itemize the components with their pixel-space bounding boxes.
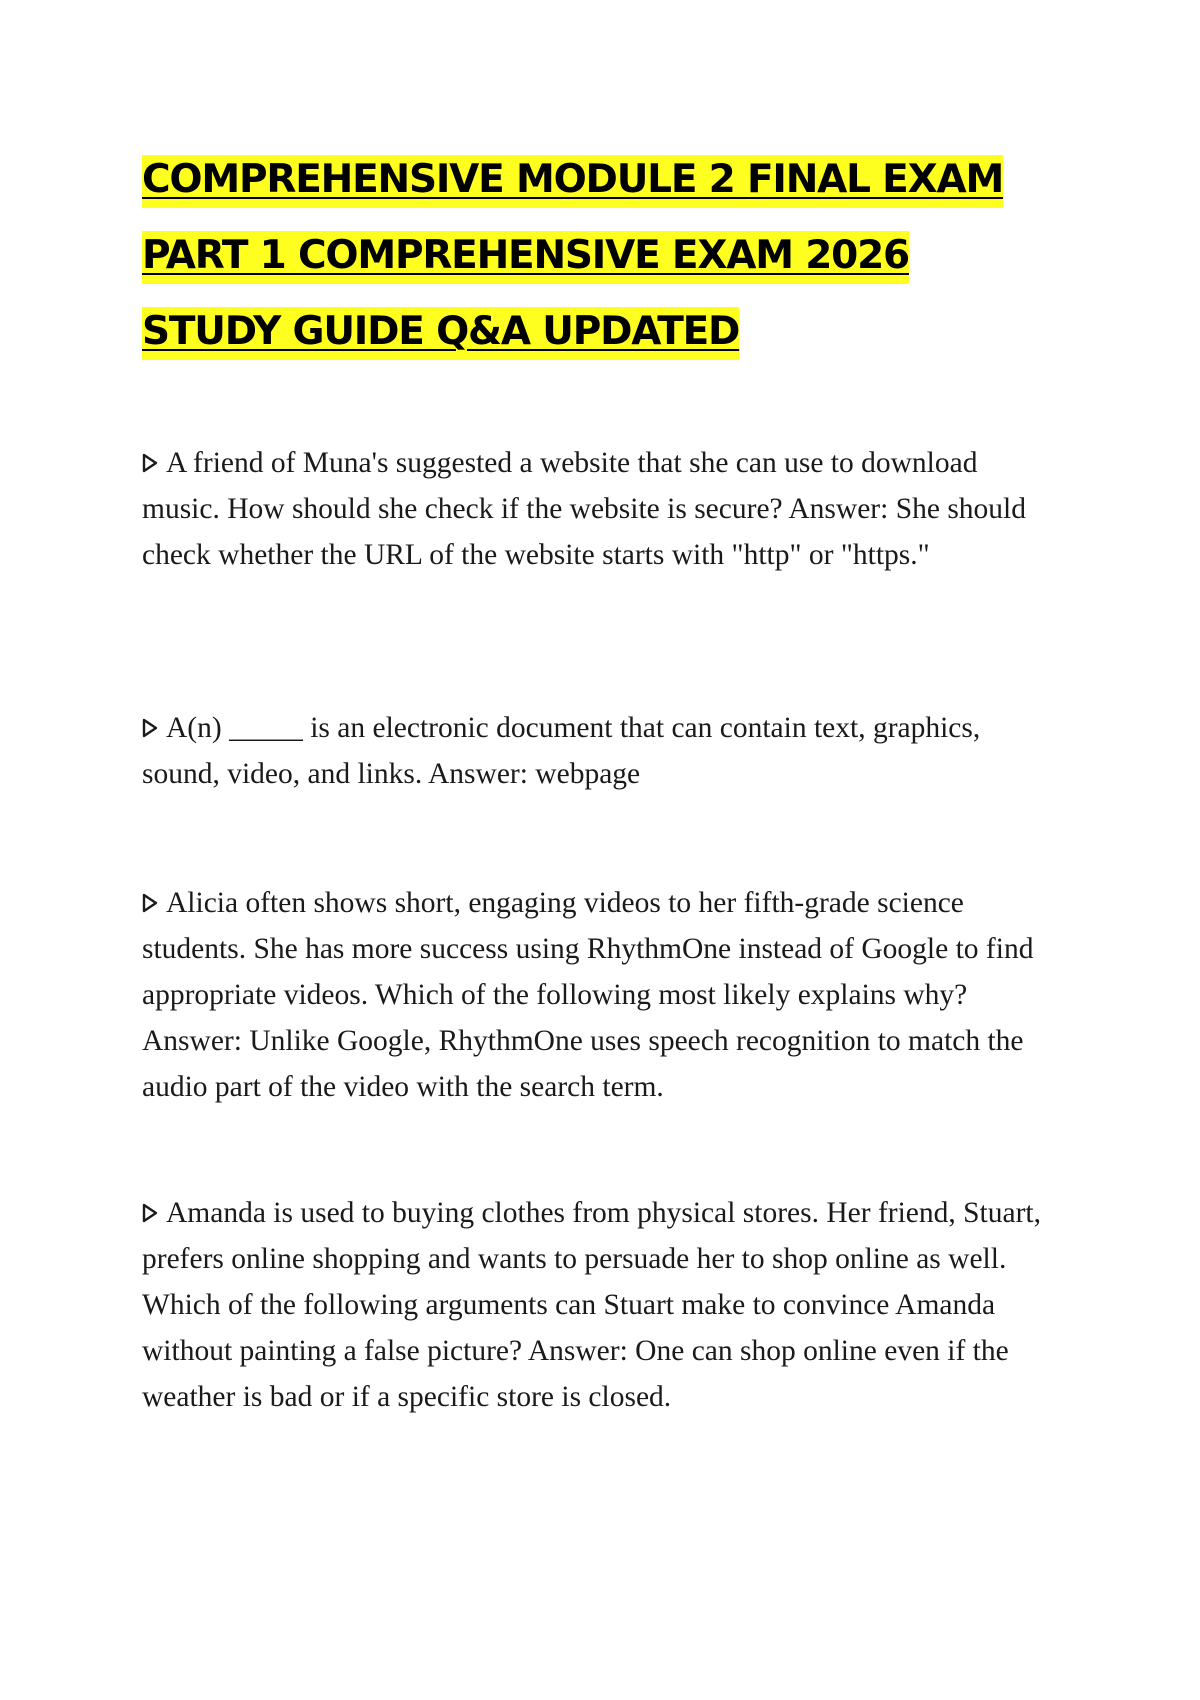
qa-item-2-text: A(n) _____ is an electronic document that can contain text, graphics, sound, video, and links. Answer: webpage: [142, 712, 981, 790]
qa-item-1: [142, 440, 1062, 578]
qa-item-3-text: Alicia often shows short, engaging videos to her fifth-grade science students. She has more success using RhythmOne instead of Google to find appropriate videos. Which of the following most likely explains why? Answer: Unlike Google, RhythmOne uses speech recognition to match the audio part of the video with the search term.: [142, 887, 1034, 1103]
document-title: [142, 150, 1062, 378]
title-line-1: [142, 150, 1062, 218]
title-line-2-text: PART 1 COMPREHENSIVE EXAM 2026: [142, 231, 909, 284]
qa-item-4-text: Amanda is used to buying clothes from physical stores. Her friend, Stuart, prefers online shopping and wants to persuade her to shop online as well. Which of the following arguments can Stuart make to convince Amanda without painting a false picture? Answer: One can shop online even if the weather is bad or if a specific store is closed.: [142, 1197, 1041, 1413]
triangle-right-outline-icon: [142, 718, 158, 738]
title-line-2: [142, 226, 1062, 294]
qa-item-4: [142, 1190, 1062, 1420]
title-line-3: [142, 302, 1062, 370]
title-line-1-text: COMPREHENSIVE MODULE 2 FINAL EXAM: [142, 155, 1003, 208]
triangle-right-outline-icon: [142, 893, 158, 913]
qa-item-3: [142, 880, 1062, 1110]
triangle-right-outline-icon: [142, 453, 158, 473]
title-line-3-text: STUDY GUIDE Q&A UPDATED: [142, 307, 739, 360]
triangle-right-outline-icon: [142, 1203, 158, 1223]
qa-item-1-text: A friend of Muna's suggested a website that she can use to download music. How should she check if the website is secure? Answer: She should check whether the URL of the website starts with "http" or "https.": [142, 447, 1027, 571]
qa-item-2: [142, 705, 1062, 797]
